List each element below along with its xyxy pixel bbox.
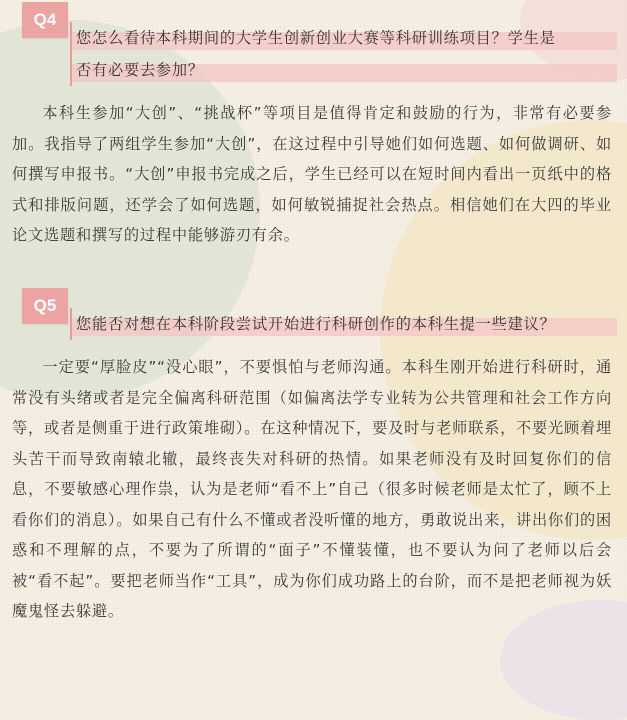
q4-question-text-2: 否有必要去参加？: [76, 61, 204, 79]
q5-answer: 一定要“厚脸皮”“没心眼”，不要惧怕与老师沟通。本科生刚开始进行科研时，通常没有头绪或者是完全偏离科研范围（如偏离法学专业转为公共管理和社会工作方向等，或者是侧重于进行政策堆砌）。在这种情况下，要及时与老师联系，不要光顾着埋头苦干而导致南辕北辙，最终丧失对科研的热情。如果老师没有及时回复你们的信息，不要敏感心理作祟，认为是老师“看不上”自己（很多时候老师是太忙了，顾不上看你们的消息）。如果自己有什么不懂或者没听懂的地方，勇敢说出来，讲出你们的困惑和不理解的点，不要为了所谓的“面子”不懂装懂，也不要认为问了老师以后会被“看不起”。要把老师当作“工具”，成为你们成功路上的台阶，而不是把老师视为妖魔鬼怪去躲避。: [12, 358, 612, 620]
q4-question-line: [72, 54, 617, 86]
q4-badge: Q4: [22, 2, 68, 38]
q5-question: [70, 308, 617, 340]
q5-question-line: [72, 308, 617, 340]
q5-badge: Q5: [22, 288, 68, 324]
q4-question-text-1: 您怎么看待本科期间的大学生创新创业大赛等科研训练项目？学生是: [76, 29, 556, 47]
q4-question-line: [72, 22, 617, 54]
q4-question: [70, 22, 617, 86]
q5-question-text-1: 您能否对想在本科阶段尝试开始进行科研创作的本科生提一些建议？: [76, 315, 556, 333]
q4-answer: 本科生参加“大创”、“挑战杯”等项目是值得肯定和鼓励的行为，非常有必要参加。我指导了两组学生参加“大创”，在这过程中引导她们如何选题、如何做调研、如何撰写申报书。“大创”申报书完成之后，学生已经可以在短时间内看出一页纸中的格式和排版问题，还学会了如何选题，如何敏锐捕捉社会热点。相信她们在大四的毕业论文选题和撰写的过程中能够游刃有余。: [12, 104, 612, 244]
